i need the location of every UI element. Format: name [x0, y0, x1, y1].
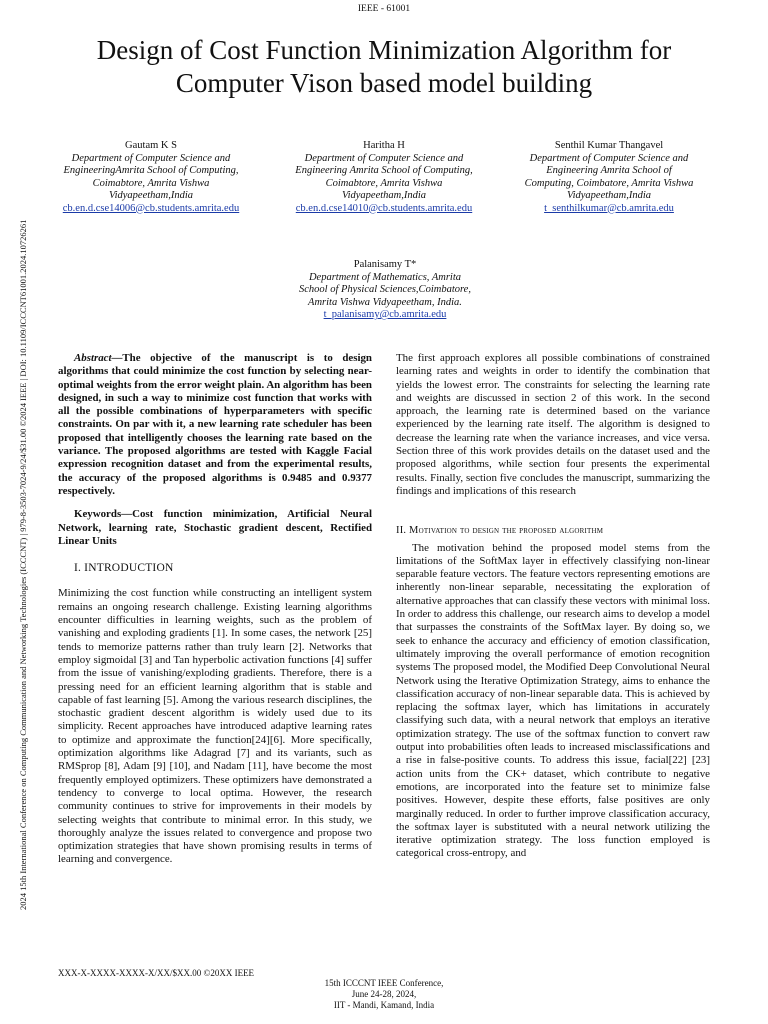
- author-email[interactable]: cb.en.d.cse14006@cb.students.amrita.edu: [62, 202, 240, 214]
- footer-copyright: XXX-X-XXXX-XXXX-X/XX/$XX.00 ©20XX IEEE: [58, 968, 255, 978]
- footer-conference: [0, 978, 768, 1011]
- author-affiliation: Department of Mathematics, Amrita School of Physical Sciences,Coimbatore, Amrita Vishwa Vidyapeetham, India.: [299, 271, 471, 308]
- footer-conference-dates: June 24-28, 2024,: [351, 989, 417, 999]
- author-affiliation: Department of Computer Science and Engineering Amrita School of Computing, Coimbatore, Amrita Vishwa Vidyapeetham,India: [524, 152, 694, 201]
- author-affiliation: Department of Computer Science and EngineeringAmrita School of Computing, Coimabtore, Amrita Vishwa Vidyapeetham,India: [63, 152, 239, 201]
- footer-conference-venue: IIT - Mandi, Kamand, India: [333, 1000, 435, 1010]
- abstract-label: Abstract: [74, 352, 112, 364]
- author-block-2: [290, 140, 478, 215]
- abstract-text: —The objective of the manuscript is to design algorithms that could minimize the cost function by selecting near-optimal weights from the error weight plain. An algorithm has been designed, in such a way to minimize cost function that works with all the possible combinations of hyperparameters with specific constraints. On par with it, a new learning rate scheduler has been proposed that intelligently chooses the learning rate based on the variance. The proposed algorithms are tested with Kaggle Facial expression recognition dataset and from the experimental results, the accuracy of the proposed algorithms is 0.9485 and 0.9377 respectively.: [58, 352, 372, 497]
- header-doc-id: IEEE - 61001: [357, 4, 411, 14]
- author-email[interactable]: t_palanisamy@cb.amrita.edu: [323, 309, 447, 320]
- author-affiliation: Department of Computer Science and Engineering Amrita School of Computing, Coimabtore, Amrita Vishwa Vidyapeetham,India: [295, 152, 473, 201]
- footer-conference-name: 15th ICCCNT IEEE Conference,: [324, 978, 444, 988]
- author-name: Senthil Kumar Thangavel: [554, 140, 664, 151]
- author-name: Haritha H: [363, 140, 405, 151]
- right-column: [396, 352, 710, 861]
- left-column: [58, 352, 372, 867]
- author-email[interactable]: t_senthilkumar@cb.amrita.edu: [544, 202, 674, 214]
- author-block-4: [296, 259, 474, 322]
- paper-title: Design of Cost Function Minimization Algorithm for Computer Vison based model building: [96, 35, 672, 98]
- keywords: Keywords—Cost function minimization, Artificial Neural Network, learning rate, Stochastic gradient descent, Rectified Linear Units: [58, 508, 372, 547]
- introduction-body: Minimizing the cost function while constructing an intelligent system remains an ongoing research challenge. Existing learning algorithms encounter difficulties in learning weights, such as the problem of vanishing and exploding gradients [1]. In some cases, the network [25] tends to memorize patterns rather than truly learn [2]. Networks that employ sigmoidal [3] and Tan hyperbolic activation functions [4] suffer from the issue of vanishing/exploding gradients. Therefore, there is a pressing need for an efficient learning algorithm that is stable and capable of fast learning [5]. Among the various research disciplines, the stochastic gradient descent algorithm is widely used due to its simplicity. Recent approaches have introduced adaptive learning rates to optimize and approximate the function[24][6]. More specifically, optimization algorithms like Adagrad [7] and its variants, such as RMSprop [8], Adam [9] [10], and Nadam [11], have become the most frequently employed optimizers. These optimizers have demonstrated a tendency to converge to local optima. However, the research community continues to strive for improvements in their models by selecting weights that contribute to minimal error. In this study, we thoroughly analyze the issues related to convergence and propose two optimization strategies that have shown promising results in terms of learning and convergence.: [58, 587, 372, 866]
- section-heading-motivation: II. Motivation to design the proposed algorithm: [396, 525, 604, 537]
- motivation-body: The motivation behind the proposed model stems from the limitations of the SoftMax layer in effectively classifying non-linear separable feature vectors. The feature vectors representing emotions are inherently non-linear separable, necessitating the exploration of alternative approaches that can classify these vectors with minimal loss. In order to address this challenge, our research aims to develop a model that surpasses the constraints of the SoftMax layer. By doing so, we seek to enhance the accuracy and efficiency of emotion classification, ultimately improving the overall performance of emotion recognition systems The proposed model, the Modified Deep Convolutional Neural Network using the Iterative Optimization Strategy, aims to enhance the classification accuracy of non-linear separable data. This is achieved by replacing the softmax layer, which has limitations in accurately classifying such data, with a neural network that employs an iterative optimization strategy. The use of the softmax function to convert raw output into probabilities often leads to increased misclassifications and a rise in false-positive counts. To address this issue, facial[22] [23] action units from the CK+ dataset, which contribute to negative emotions, are incorporated into the feature set to minimize false positives. However, despite these efforts, false positives are only marginally reduced. In order to further improve classification accuracy, the softmax layer is substituted with a neural network utilizing the iterative optimization strategy. The loss function employed is categorical cross-entropy, and: [396, 541, 710, 860]
- abstract: [58, 352, 372, 498]
- author-name: Gautam K S: [125, 140, 177, 151]
- author-block-3: [524, 140, 694, 215]
- author-email[interactable]: cb.en.d.cse14010@cb.students.amrita.edu: [295, 202, 473, 214]
- author-name: Palanisamy T*: [353, 259, 417, 270]
- section-heading-introduction: I. INTRODUCTION: [74, 562, 174, 575]
- side-citation-note: 2024 15th International Conference on Computing Communication and Networking Technologies (ICCCNT) | 979-8-3503-7024-9/24/$31.00 ©2024 IEEE | DOI: 10.1109/ICCCNT61001.2024.10726261: [18, 219, 28, 910]
- author-block-1: [58, 140, 244, 215]
- intro-continuation: The first approach explores all possible combinations of constrained learning rates and weights in order to identify the combination that yields the lowest error. The constraints for selecting the learning rate and weights are discussed in section 2 of this work. In the second approach, the learning rate is determined based on the variance experienced by the learning rate itself. The algorithm is designed to decrease the learning rate when the variance increases, and vice versa. Section three of this work provides details on the dataset used and the proposed algorithms, while section four presents the experimental results. Finally, section five concludes the manuscript, summarizing the findings and implications of this research: [396, 352, 710, 497]
